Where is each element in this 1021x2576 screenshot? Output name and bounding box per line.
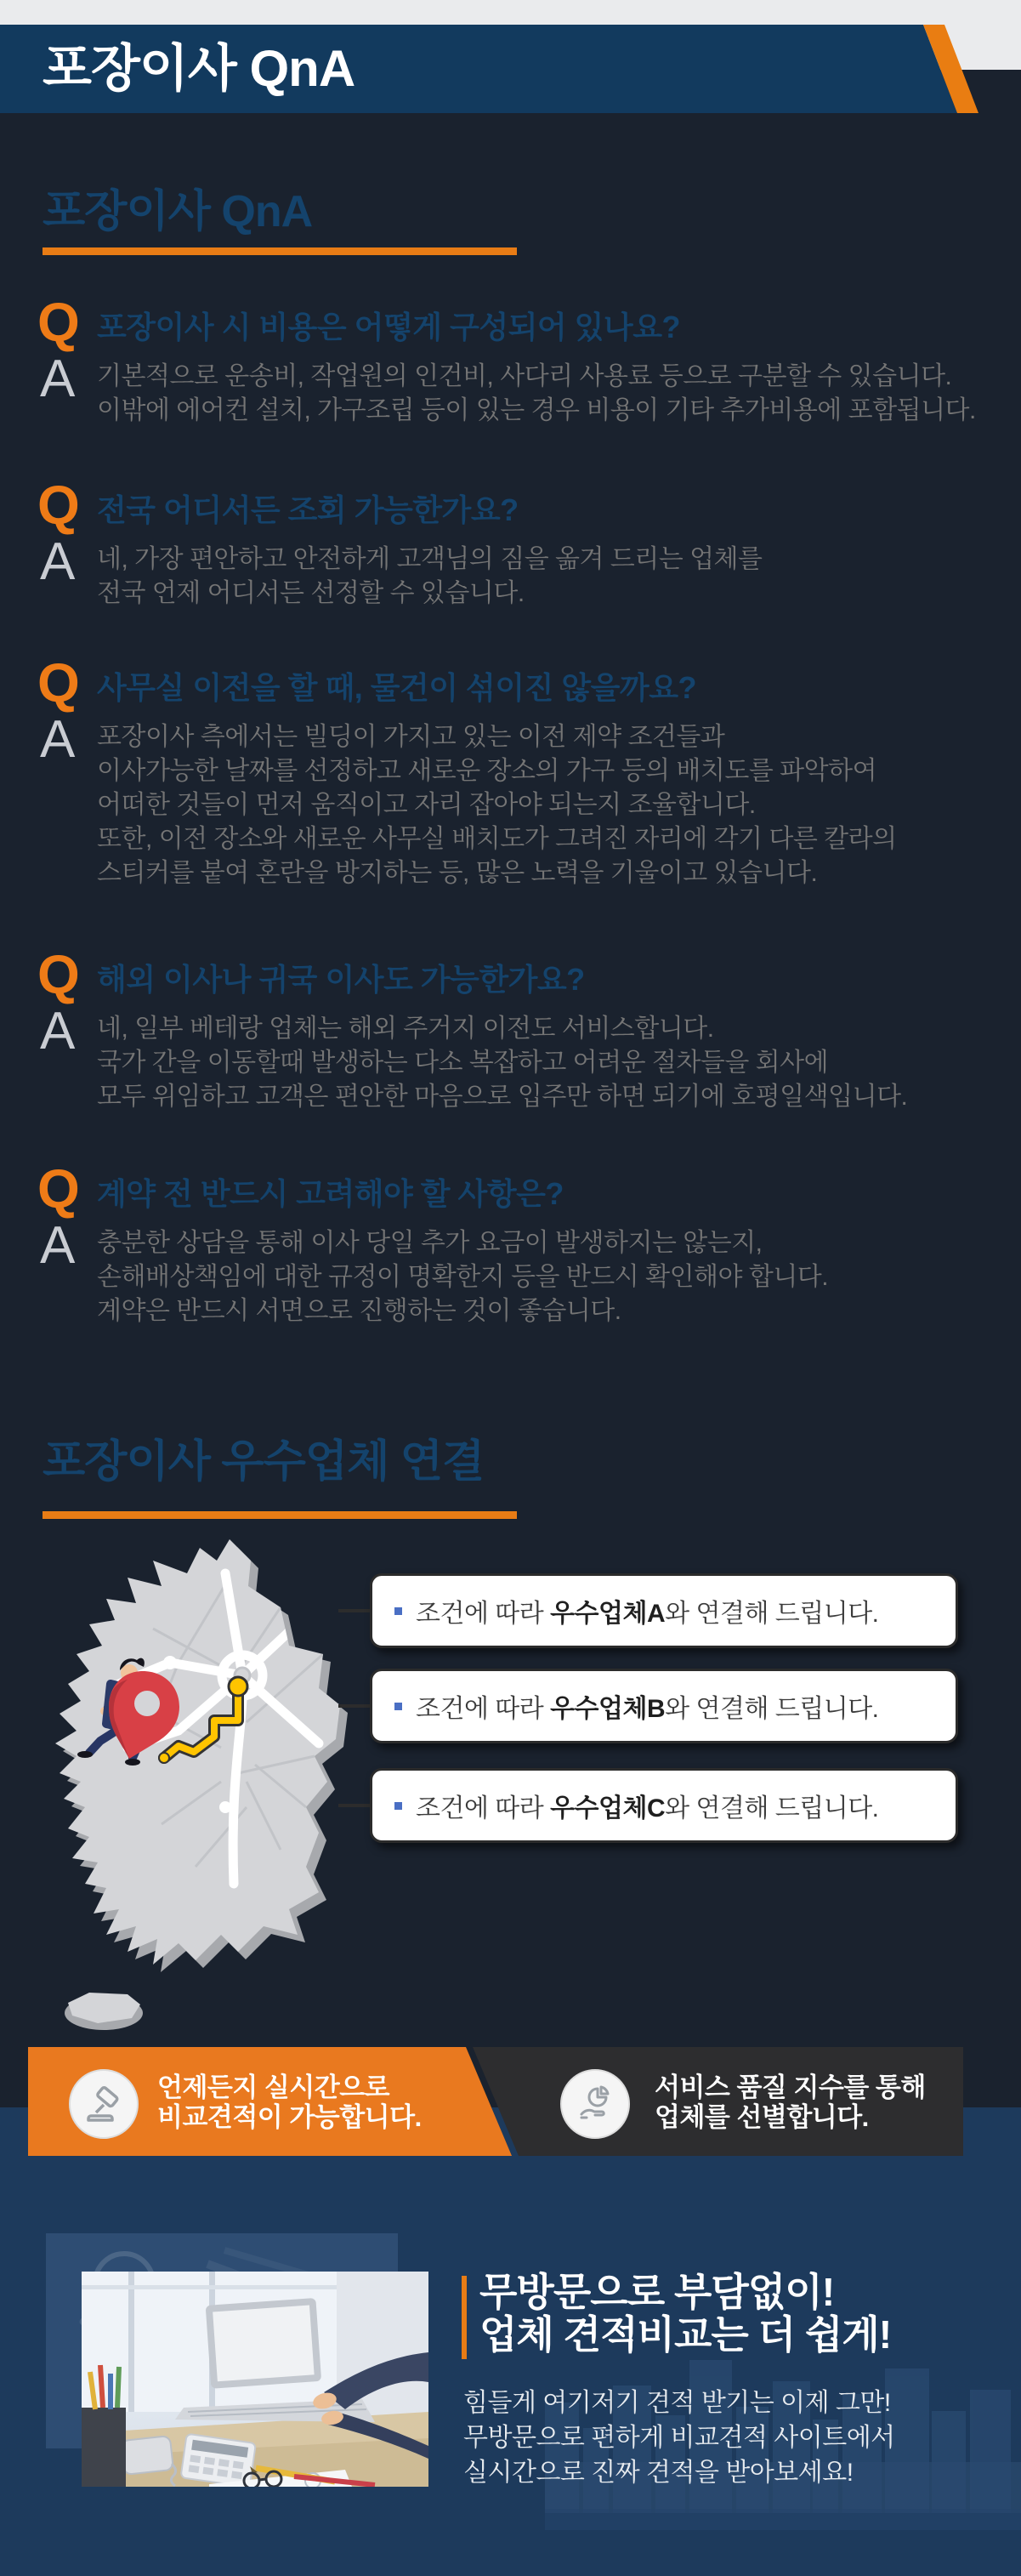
auction-gavel-icon	[83, 2084, 124, 2124]
workspace-photo-illustration	[82, 2272, 428, 2487]
promo-body: 힘들게 여기저기 견적 받기는 이제 그만! 무방문으로 편하게 비교견적 사이트에서 실시간으로 진짜 견적을 받아보세요!	[463, 2389, 895, 2487]
question-text: 해외 이사나 귀국 이사도 가능한가요?	[97, 962, 585, 997]
question-text: 사무실 이전을 할 때, 물건이 섞이진 않을까요?	[97, 670, 696, 705]
feature-icon-circle	[69, 2069, 139, 2139]
promo-photo	[82, 2272, 428, 2487]
page-title: 포장이사 QnA	[43, 40, 355, 97]
qna-item	[0, 944, 1021, 1111]
promo-accent-bar	[462, 2276, 467, 2359]
qna-item	[0, 1158, 1021, 1325]
feature-text: 언제든지 실시간으로 비교견적이 가능합니다.	[157, 2073, 422, 2132]
answer-lines	[97, 1226, 1021, 1328]
q-icon: Q	[37, 652, 80, 714]
section-underline	[43, 247, 517, 255]
feature-text: 서비스 품질 지수를 통해 업체를 선별합니다.	[655, 2073, 926, 2132]
answer-lines	[97, 1012, 1021, 1114]
answer-line: 어떠한 것들이 먼저 움직이고 자리 잡아야 되는지 조율합니다.	[97, 791, 756, 819]
a-icon: A	[40, 532, 76, 591]
answer-block	[0, 1216, 1021, 1328]
bullet-square-icon	[394, 1607, 402, 1615]
hand-chart-icon	[575, 2084, 615, 2124]
bullet-square-icon	[394, 1703, 402, 1710]
connector-line	[338, 1804, 372, 1807]
partner-box-a	[370, 1573, 958, 1648]
answer-line: 모두 위임하고 고객은 편안한 마음으로 입주만 하면 되기에 호평일색입니다.	[97, 1083, 908, 1111]
a-icon: A	[40, 1216, 76, 1275]
feature-icon-circle	[560, 2069, 630, 2139]
answer-block	[0, 710, 1021, 890]
question-text: 전국 어디서든 조회 가능한가요?	[97, 492, 519, 527]
qna-item	[0, 292, 1021, 424]
answer-lines	[97, 543, 1021, 611]
answer-lines	[97, 360, 1021, 428]
q-icon: Q	[37, 944, 80, 1005]
answer-line: 스티커를 붙여 혼란을 방지하는 등, 많은 노력을 기울이고 있습니다.	[97, 859, 818, 887]
answer-block	[0, 1002, 1021, 1114]
question-text: 포장이사 시 비용은 어떻게 구성되어 있나요?	[97, 310, 680, 344]
q-icon: Q	[37, 1158, 80, 1220]
q-icon: Q	[37, 475, 80, 536]
qna-item	[0, 652, 1021, 887]
section-underline	[43, 1511, 517, 1519]
partner-section-title: 포장이사 우수업체 연결	[43, 1437, 485, 1487]
answer-line: 국가 간을 이동할때 발생하는 다소 복잡하고 어려운 절차들을 회사에	[97, 1049, 829, 1077]
partner-text: 조건에 따라 우수업체C와 연결해 드립니다.	[416, 1794, 879, 1823]
answer-block	[0, 350, 1021, 428]
answer-line: 이사가능한 날짜를 선정하고 새로운 장소의 가구 등의 배치도를 파악하여	[97, 757, 877, 785]
answer-block	[0, 532, 1021, 611]
answer-line: 네, 일부 베테랑 업체는 해외 주거지 이전도 서비스합니다.	[97, 1015, 714, 1043]
answer-line: 충분한 상담을 통해 이사 당일 추가 요금이 발생하지는 않는지,	[97, 1229, 763, 1257]
qna-item	[0, 475, 1021, 607]
partner-box-b	[370, 1669, 958, 1743]
a-icon: A	[40, 1002, 76, 1061]
partner-text: 조건에 따라 우수업체A와 연결해 드립니다.	[416, 1600, 879, 1628]
partner-box-c	[370, 1768, 958, 1843]
bullet-square-icon	[394, 1802, 402, 1810]
qna-section-title: 포장이사 QnA	[43, 187, 313, 236]
question-text: 계약 전 반드시 고려해야 할 사항은?	[97, 1176, 564, 1211]
promo-heading: 무방문으로 부담없이! 업체 견적비교는 더 쉽게!	[479, 2270, 892, 2357]
a-icon: A	[40, 710, 76, 769]
jeju-island	[65, 1993, 143, 2030]
answer-lines	[97, 720, 1021, 890]
answer-line: 손해배상책임에 대한 규정이 명확한지 등을 반드시 확인해야 합니다.	[97, 1263, 829, 1291]
a-icon: A	[40, 350, 76, 408]
answer-line: 이밖에 에어컨 설치, 가구조립 등이 있는 경우 비용이 기타 추가비용에 포함됩니다.	[97, 396, 976, 424]
answer-line: 계약은 반드시 서면으로 진행하는 것이 좋습니다.	[97, 1297, 621, 1325]
connector-line	[338, 1704, 372, 1708]
answer-line: 기본적으로 운송비, 작업원의 인건비, 사다리 사용료 등으로 구분할 수 있습니다.	[97, 362, 952, 390]
partner-text: 조건에 따라 우수업체B와 연결해 드립니다.	[416, 1695, 879, 1723]
answer-line: 또한, 이전 장소와 새로운 사무실 배치도가 그려진 자리에 각기 다른 칼라의	[97, 825, 897, 853]
answer-line: 전국 언제 어디서든 선정할 수 있습니다.	[97, 579, 525, 607]
q-icon: Q	[37, 292, 80, 353]
answer-line: 포장이사 측에서는 빌딩이 가지고 있는 이전 제약 조건들과	[97, 723, 725, 751]
answer-line: 네, 가장 편안하고 안전하게 고객님의 짐을 옮겨 드리는 업체를	[97, 545, 763, 573]
connector-line	[338, 1609, 372, 1612]
